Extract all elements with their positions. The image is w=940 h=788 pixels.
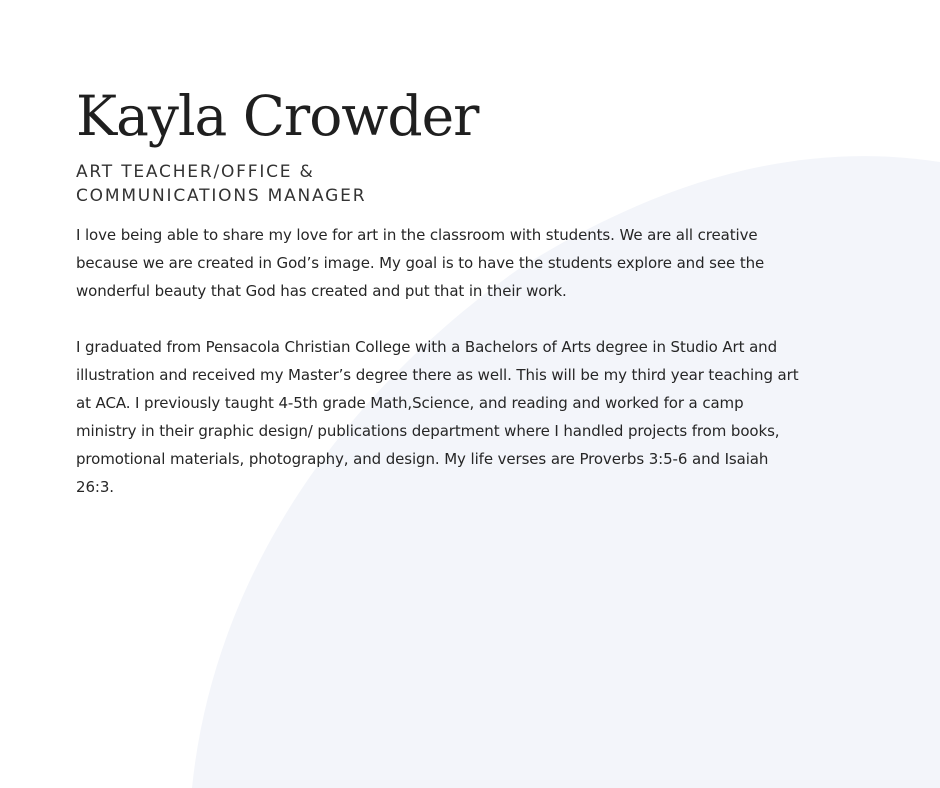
profile-bio (76, 221, 806, 501)
profile-role: ART TEACHER/OFFICE & COMMUNICATIONS MANAGER (76, 162, 367, 206)
bio-paragraph: I graduated from Pensacola Christian College with a Bachelors of Arts degree in Studio Art and illustration and received my Master’s degree there as well. This will be my third year teaching art at ACA. I previously taught 4-5th grade Math,Science, and reading and worked for a camp ministry in their graphic design/ publications department where I handled projects from books, promotional materials, photography, and design. My life verses are Proverbs 3:5-6 and Isaiah 26:3. (76, 338, 799, 496)
bio-paragraph: I love being able to share my love for art in the classroom with students. We are all creative because we are created in God’s image. My goal is to have the students explore and see the wonderful beauty that God has created and put that in their work. (76, 226, 765, 300)
profile-card (76, 82, 806, 501)
profile-name: Kayla Crowder (76, 84, 479, 148)
